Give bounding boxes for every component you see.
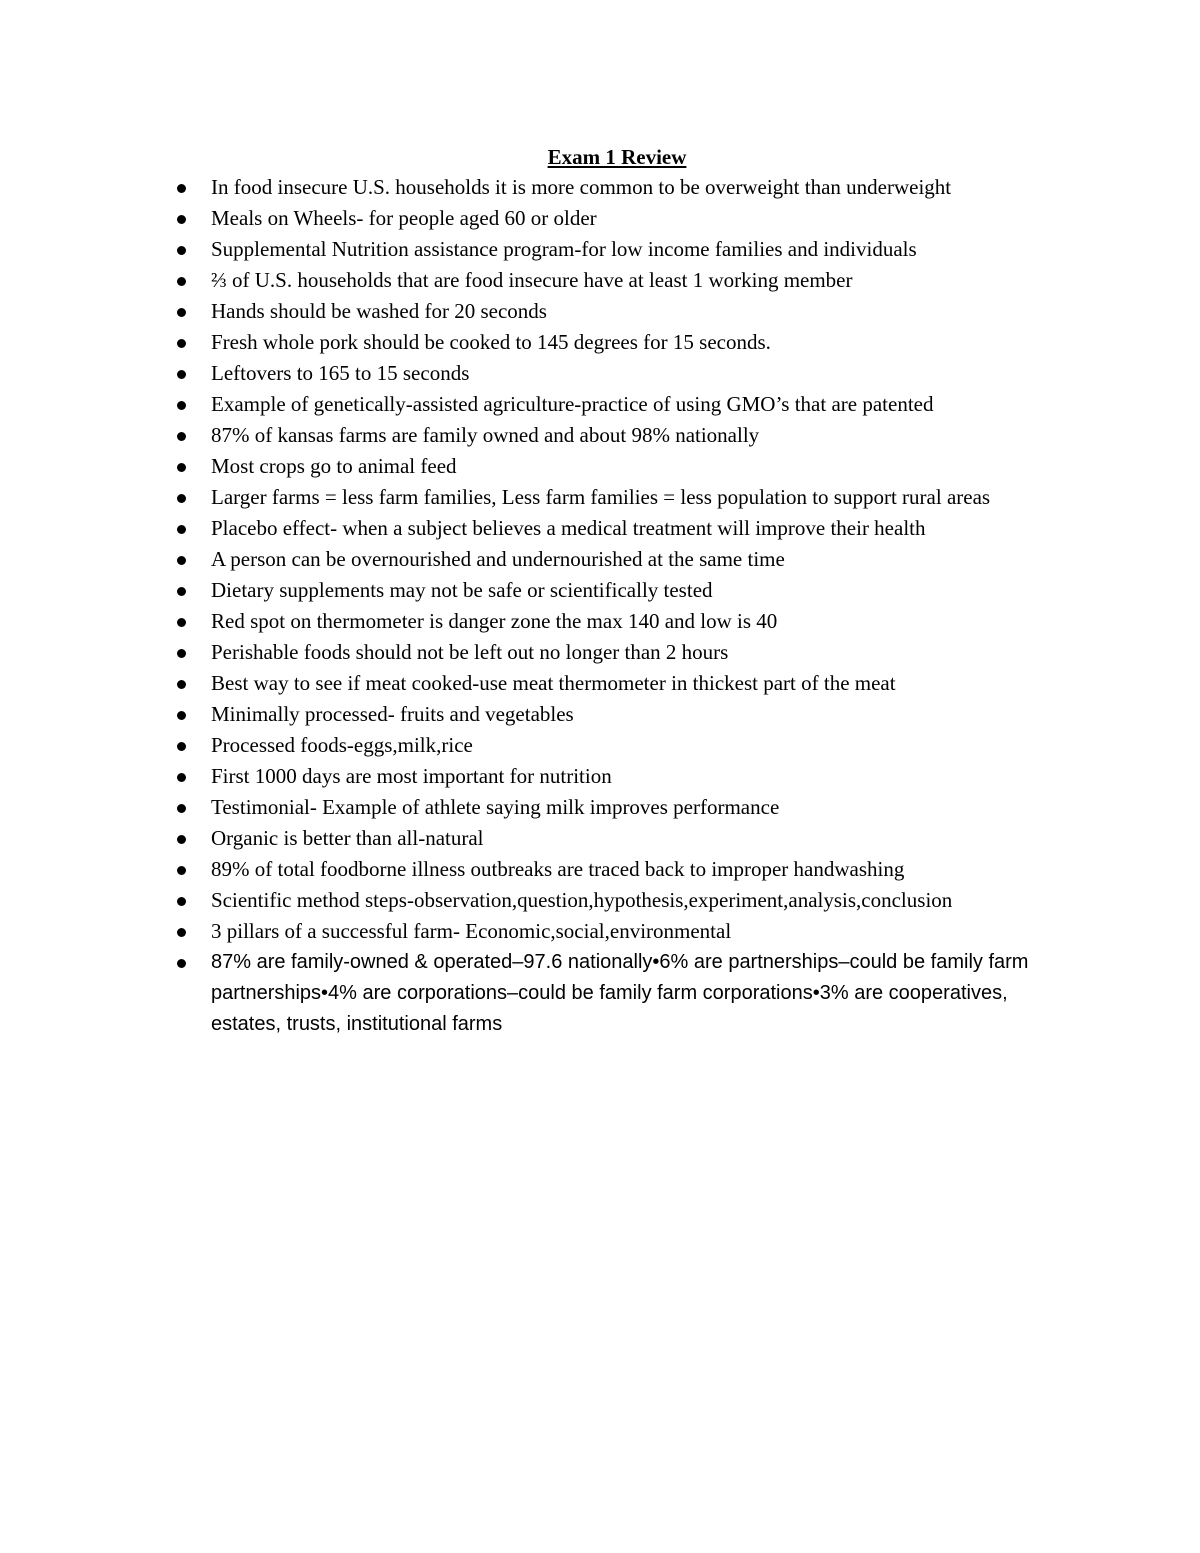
bullet-icon	[177, 928, 186, 937]
document-title: Exam 1 Review	[547, 145, 687, 169]
list-item	[0, 916, 1061, 947]
list-item-text: Supplemental Nutrition assistance program-for low income families and individuals	[211, 237, 917, 261]
list-item	[0, 823, 1061, 854]
bullet-icon	[177, 463, 186, 472]
list-item	[0, 203, 1061, 234]
list-item	[0, 265, 1061, 296]
bullet-icon	[177, 804, 186, 813]
list-item-text: In food insecure U.S. households it is more common to be overweight than underweight	[211, 175, 952, 199]
list-item-text: Organic is better than all-natural	[211, 826, 484, 850]
bullet-icon	[177, 773, 186, 782]
bullet-icon	[177, 184, 186, 193]
bullet-icon	[177, 308, 186, 317]
list-item	[0, 296, 1061, 327]
bullet-icon	[177, 494, 186, 503]
list-item	[0, 327, 1061, 358]
list-item-text: Fresh whole pork should be cooked to 145 degrees for 15 seconds.	[211, 330, 771, 354]
list-item	[0, 885, 1061, 916]
list-item	[0, 389, 1061, 420]
list-item-text: Dietary supplements may not be safe or scientifically tested	[211, 578, 713, 602]
bullet-icon	[177, 649, 186, 658]
bullet-icon	[177, 339, 186, 348]
bullet-icon	[177, 246, 186, 255]
list-item	[0, 606, 1061, 637]
list-item-text: Larger farms = less farm families, Less farm families = less population to support rural areas	[211, 485, 991, 509]
bullet-icon	[177, 215, 186, 224]
list-item-text: Perishable foods should not be left out no longer than 2 hours	[211, 640, 729, 664]
list-item-text: 87% are family-owned & operated–97.6 nationally•6% are partnerships–could be family farm partnerships•4% are corporations–could be family farm corporations•3% are cooperatives, estates, trusts, institutional farms	[211, 951, 1029, 1035]
bullet-icon	[177, 370, 186, 379]
list-item	[0, 761, 1061, 792]
list-item-text: 3 pillars of a successful farm- Economic,social,environmental	[211, 919, 732, 943]
list-item-text: Most crops go to animal feed	[211, 454, 457, 478]
list-item	[0, 792, 1061, 823]
list-item	[0, 575, 1061, 606]
bullet-icon	[177, 680, 186, 689]
list-item	[0, 172, 1061, 203]
list-item	[0, 420, 1061, 451]
list-item	[0, 947, 1061, 1040]
list-item-text: Example of genetically-assisted agriculture-practice of using GMO’s that are patented	[211, 392, 934, 416]
list-item-text: Red spot on thermometer is danger zone the max 140 and low is 40	[211, 609, 778, 633]
bullet-icon	[177, 525, 186, 534]
list-item	[0, 699, 1061, 730]
bullet-list	[0, 172, 1200, 1040]
list-item	[0, 668, 1061, 699]
bullet-icon	[177, 835, 186, 844]
bullet-icon	[177, 556, 186, 565]
list-item-text: Scientific method steps-observation,question,hypothesis,experiment,analysis,conclusion	[211, 888, 953, 912]
list-item-text: Testimonial- Example of athlete saying milk improves performance	[211, 795, 780, 819]
list-item	[0, 854, 1061, 885]
bullet-icon	[177, 897, 186, 906]
list-item-text: Leftovers to 165 to 15 seconds	[211, 361, 470, 385]
list-item-text: Placebo effect- when a subject believes a medical treatment will improve their health	[211, 516, 926, 540]
list-item-text: 89% of total foodborne illness outbreaks are traced back to improper handwashing	[211, 857, 905, 881]
list-item	[0, 451, 1061, 482]
list-item-text: Hands should be washed for 20 seconds	[211, 299, 547, 323]
list-item-text: A person can be overnourished and undernourished at the same time	[211, 547, 785, 571]
list-item	[0, 513, 1061, 544]
list-item	[0, 482, 1061, 513]
list-item	[0, 544, 1061, 575]
list-item	[0, 730, 1061, 761]
list-item-text: First 1000 days are most important for nutrition	[211, 764, 612, 788]
bullet-icon	[177, 866, 186, 875]
bullet-icon	[177, 618, 186, 627]
list-item-text: Processed foods-eggs,milk,rice	[211, 733, 473, 757]
bullet-icon	[177, 277, 186, 286]
list-item-text: Best way to see if meat cooked-use meat thermometer in thickest part of the meat	[211, 671, 896, 695]
list-item-text: Meals on Wheels- for people aged 60 or older	[211, 206, 597, 230]
bullet-icon	[177, 959, 186, 968]
bullet-icon	[177, 432, 186, 441]
list-item	[0, 234, 1061, 265]
list-item-text: ⅔ of U.S. households that are food insecure have at least 1 working member	[211, 268, 853, 292]
bullet-icon	[177, 742, 186, 751]
bullet-icon	[177, 401, 186, 410]
list-item-text: Minimally processed- fruits and vegetables	[211, 702, 574, 726]
bullet-icon	[177, 587, 186, 596]
list-item	[0, 637, 1061, 668]
list-item-text: 87% of kansas farms are family owned and about 98% nationally	[211, 423, 760, 447]
list-item	[0, 358, 1061, 389]
bullet-icon	[177, 711, 186, 720]
